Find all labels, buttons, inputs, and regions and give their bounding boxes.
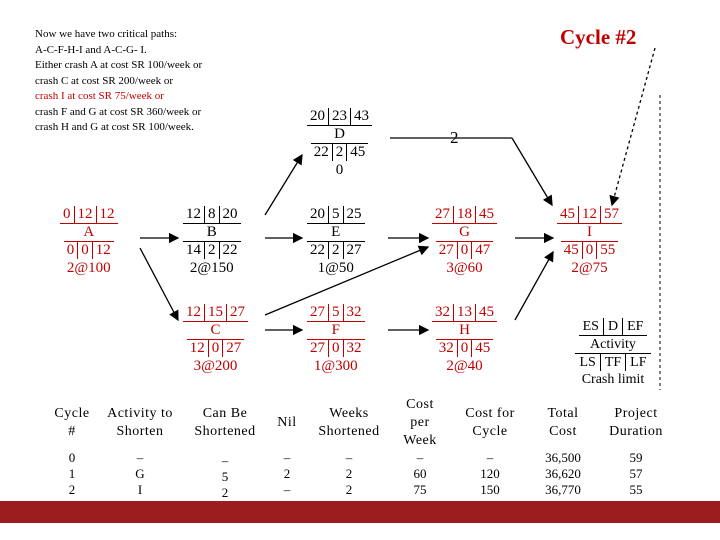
node-activity-name: D — [334, 126, 345, 142]
node-ef: 57 — [600, 206, 622, 224]
node-ls: 14 — [183, 241, 204, 259]
legend-d: D — [603, 318, 622, 336]
node-crash-limit: 2@150 — [189, 260, 234, 276]
cycle-title: Cycle #2 — [560, 25, 637, 49]
node-ef: 25 — [343, 206, 365, 224]
arrow-a-c — [140, 248, 178, 320]
arrow-d-i-2 — [512, 138, 552, 205]
header-nil: Nil — [277, 415, 297, 430]
node-crash-limit: 0 — [335, 162, 344, 178]
node-es: 12 — [183, 206, 204, 224]
dummy-path-label: 2 — [450, 128, 459, 147]
node-duration: 18 — [453, 206, 475, 224]
activity-node-g — [432, 206, 497, 277]
arrow-h-i — [515, 252, 553, 320]
table-cell-activity: G — [135, 466, 145, 481]
table-cell-nil: – — [283, 482, 291, 497]
header-activity: Activity to Shorten — [107, 406, 173, 439]
note-line: Now we have two critical paths: — [35, 28, 178, 40]
table-cell-cycle: 0 — [68, 450, 76, 465]
node-es: 20 — [307, 108, 328, 126]
node-tf: 0 — [457, 241, 472, 259]
note-line: crash F and G at cost SR 360/week or — [35, 105, 202, 118]
node-legend — [558, 318, 668, 388]
node-es: 0 — [60, 206, 74, 224]
note-line: A-C-F-H-I and A-C-G- I. — [35, 43, 147, 56]
node-es: 27 — [432, 206, 453, 224]
table-cell-can-be: 5 — [221, 469, 229, 484]
activity-node-b — [183, 206, 241, 277]
node-es: 20 — [307, 206, 328, 224]
table-cell-cost-per-week: – — [416, 450, 424, 465]
activity-node-e — [307, 206, 365, 277]
node-crash-limit: 2@75 — [571, 260, 608, 276]
note-line: crash C at cost SR 200/week or — [35, 74, 174, 87]
node-lf: 32 — [343, 339, 365, 357]
legend-crash-limit: Crash limit — [581, 372, 645, 387]
node-ef: 45 — [475, 206, 497, 224]
node-ef: 27 — [226, 304, 248, 322]
node-es: 45 — [557, 206, 578, 224]
node-lf: 22 — [219, 241, 241, 259]
table-cell-total-cost: 36,620 — [545, 466, 581, 481]
node-tf: 0 — [582, 241, 597, 259]
node-ls: 22 — [311, 143, 332, 161]
dummy-critical-arrow — [612, 48, 655, 205]
node-crash-limit: 2@100 — [66, 260, 111, 276]
node-tf: 0 — [208, 339, 223, 357]
node-lf: 45 — [471, 339, 493, 357]
node-lf: 45 — [346, 143, 368, 161]
activity-node-h — [432, 304, 497, 375]
table-cell-duration: 55 — [629, 482, 643, 497]
node-tf: 2 — [328, 241, 343, 259]
table-cell-cost-per-week: 60 — [413, 466, 427, 481]
node-duration: 13 — [453, 304, 475, 322]
table-cell-cost-cycle: – — [486, 450, 494, 465]
node-crash-limit: 2@40 — [446, 358, 483, 374]
node-duration: 12 — [74, 206, 96, 224]
node-activity-name: I — [587, 224, 592, 240]
header-total-cost: Total Cost — [547, 406, 579, 439]
node-ls: 27 — [307, 339, 328, 357]
node-crash-limit: 3@60 — [446, 260, 483, 276]
table-cell-cost-cycle: 150 — [480, 482, 500, 497]
header-can-be-shortened: Can Be Shortened — [194, 406, 256, 439]
table-cell-nil: 2 — [283, 466, 291, 481]
node-activity-name: B — [206, 224, 217, 240]
node-tf: 2 — [332, 143, 347, 161]
activity-node-c — [183, 304, 248, 375]
header-weeks-shortened: Weeks Shortened — [318, 406, 380, 439]
table-cell-activity: – — [136, 450, 144, 465]
note-line: crash H and G at cost SR 100/week. — [35, 121, 194, 133]
node-activity-name: G — [459, 224, 470, 240]
table-cell-cost-per-week: 75 — [413, 482, 427, 497]
node-ls: 12 — [187, 339, 208, 357]
table-header — [0, 395, 720, 450]
table-cell-duration: 57 — [629, 466, 643, 481]
node-ls: 27 — [436, 241, 457, 259]
legend-tf: TF — [600, 353, 625, 371]
table-cell-weeks: 2 — [345, 466, 353, 481]
node-duration: 8 — [204, 206, 219, 224]
node-es: 27 — [307, 304, 328, 322]
table-cell-can-be: – — [221, 453, 229, 468]
header-project-duration: Project Duration — [609, 406, 663, 439]
table-cell-cost-cycle: 120 — [480, 466, 500, 481]
note-line: crash I at cost SR 75/week or — [35, 90, 164, 102]
node-ls: 0 — [64, 241, 78, 259]
node-ef: 12 — [96, 206, 118, 224]
note-line: Either crash A at cost SR 100/week or — [35, 59, 203, 71]
bottom-color-bar — [0, 501, 720, 523]
node-duration: 15 — [204, 304, 226, 322]
node-duration: 5 — [328, 304, 343, 322]
table-cell-cycle: 1 — [68, 466, 76, 481]
node-activity-name: A — [83, 224, 95, 240]
node-ef: 45 — [475, 304, 497, 322]
node-lf: 55 — [596, 241, 618, 259]
node-tf: 2 — [204, 241, 219, 259]
node-es: 32 — [432, 304, 453, 322]
node-crash-limit: 1@50 — [317, 260, 354, 276]
node-tf: 0 — [77, 241, 92, 259]
node-tf: 0 — [457, 339, 472, 357]
table-cell-nil: – — [283, 450, 291, 465]
node-duration: 12 — [578, 206, 600, 224]
table-cell-total-cost: 36,500 — [545, 450, 581, 465]
activity-node-a — [60, 206, 118, 277]
node-activity-name: F — [331, 322, 340, 338]
legend-ls: LS — [575, 353, 599, 371]
node-lf: 12 — [92, 241, 114, 259]
table-cell-cycle: 2 — [68, 482, 76, 497]
legend-activity: Activity — [590, 337, 636, 352]
table-cell-weeks: 2 — [345, 482, 353, 497]
table-cell-weeks: – — [345, 450, 353, 465]
table-cell-can-be: 2 — [221, 485, 229, 500]
node-crash-limit: 1@300 — [313, 358, 358, 374]
node-ef: 43 — [350, 108, 372, 126]
node-lf: 47 — [471, 241, 493, 259]
table-cell-total-cost: 36,770 — [545, 482, 581, 497]
header-cost-for-cycle: Cost for Cycle — [465, 406, 515, 439]
activity-node-f — [307, 304, 365, 375]
legend-ef: EF — [622, 318, 647, 336]
node-tf: 0 — [328, 339, 343, 357]
node-activity-name: H — [459, 322, 470, 338]
activity-node-d — [307, 108, 372, 179]
table-cell-activity: I — [137, 482, 143, 497]
node-lf: 27 — [343, 241, 365, 259]
node-lf: 27 — [222, 339, 244, 357]
node-duration: 23 — [328, 108, 350, 126]
node-duration: 5 — [328, 206, 343, 224]
node-activity-name: E — [331, 224, 341, 240]
table-cell-duration: 59 — [629, 450, 643, 465]
node-activity-name: C — [210, 322, 221, 338]
node-ls: 32 — [436, 339, 457, 357]
node-ls: 22 — [307, 241, 328, 259]
node-es: 12 — [183, 304, 204, 322]
header-cycle: Cycle # — [54, 406, 90, 439]
node-crash-limit: 3@200 — [193, 358, 238, 374]
node-ls: 45 — [561, 241, 582, 259]
legend-lf: LF — [625, 353, 650, 371]
legend-es: ES — [579, 318, 603, 336]
header-cost-per-week: Cost per Week — [403, 397, 437, 448]
arrow-b-d — [265, 155, 302, 215]
activity-node-i — [557, 206, 622, 277]
node-ef: 20 — [219, 206, 241, 224]
node-ef: 32 — [343, 304, 365, 322]
